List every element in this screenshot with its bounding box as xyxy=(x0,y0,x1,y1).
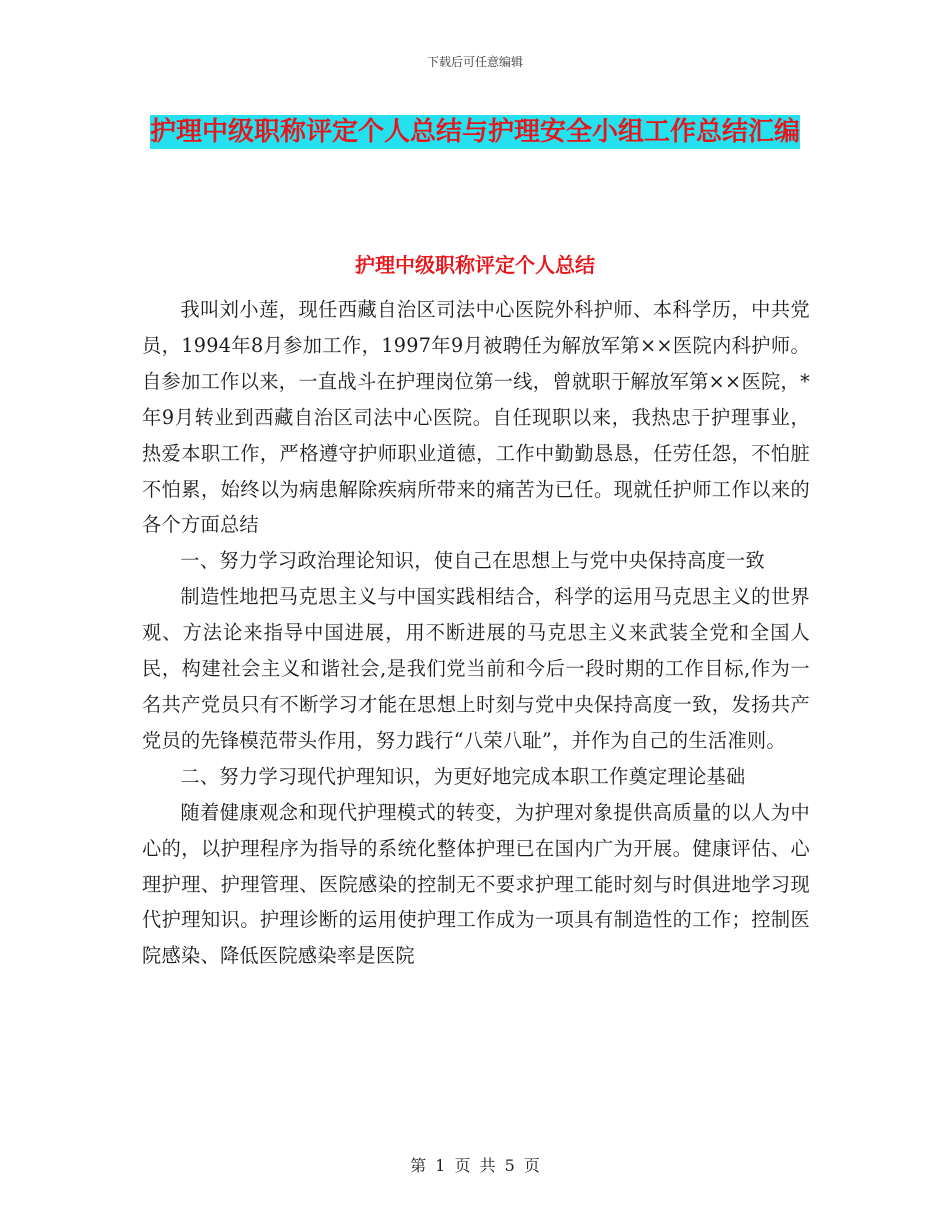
paragraph: 二、努力学习现代护理知识，为更好地完成本职工作奠定理论基础 xyxy=(180,764,746,788)
document-title-text: 护理中级职称评定个人总结与护理安全小组工作总结汇编 xyxy=(149,117,800,147)
page-header-note: 下载后可任意编辑 xyxy=(426,55,523,69)
document-title xyxy=(140,110,810,154)
page-number-footer: 第 1 页 共 5 页 xyxy=(410,1156,540,1175)
body-text xyxy=(142,292,810,974)
paragraph: 一、努力学习政治理论知识，使自己在思想上与党中央保持高度一致 xyxy=(180,549,766,573)
paragraph: 制造性地把马克思主义与中国实践相结合，科学的运用马克思主义的世界观、方法论来指导中国进展，用不断进展的马克思主义来武装全党和全国人民，构建社会主义和谐社会,是我们党当前和今后一段时期的工作目标,作为一名共产党员只有不断学习才能在思想上时刻与党中央保持高度一致，发扬共产党员的先锋模范带头作用，努力践行“八荣八耻”，并作为自己的生活准则。 xyxy=(142,585,810,752)
paragraph: 随着健康观念和现代护理模式的转变，为护理对象提供高质量的以人为中心的，以护理程序为指导的系统化整体护理已在国内广为开展。健康评估、心理护理、护理管理、医院感染的控制无不要求护理工能时刻与时俱进地学习现代护理知识。护理诊断的运用使护理工作成为一项具有制造性的工作；控制医院感染、降低医院感染率是医院 xyxy=(142,800,810,968)
paragraph: 我叫刘小莲，现任西藏自治区司法中心医院外科护师、本科学历，中共党员，1994年8月参加工作，1997年9月被聘任为解放军第××医院内科护师。自参加工作以来，一直战斗在护理岗位第一线，曾就职于解放军第××医院，*年9月转业到西藏自治区司法中心医院。自任现职以来，我热忠于护理事业，热爱本职工作，严格遵守护师职业道德，工作中勤勤恳恳，任劳任怨，不怕脏不怕累，始终以为病患解除疾病所带来的痛苦为已任。现就任护师工作以来的各个方面总结 xyxy=(142,298,810,537)
section-title: 护理中级职称评定个人总结 xyxy=(355,253,595,277)
